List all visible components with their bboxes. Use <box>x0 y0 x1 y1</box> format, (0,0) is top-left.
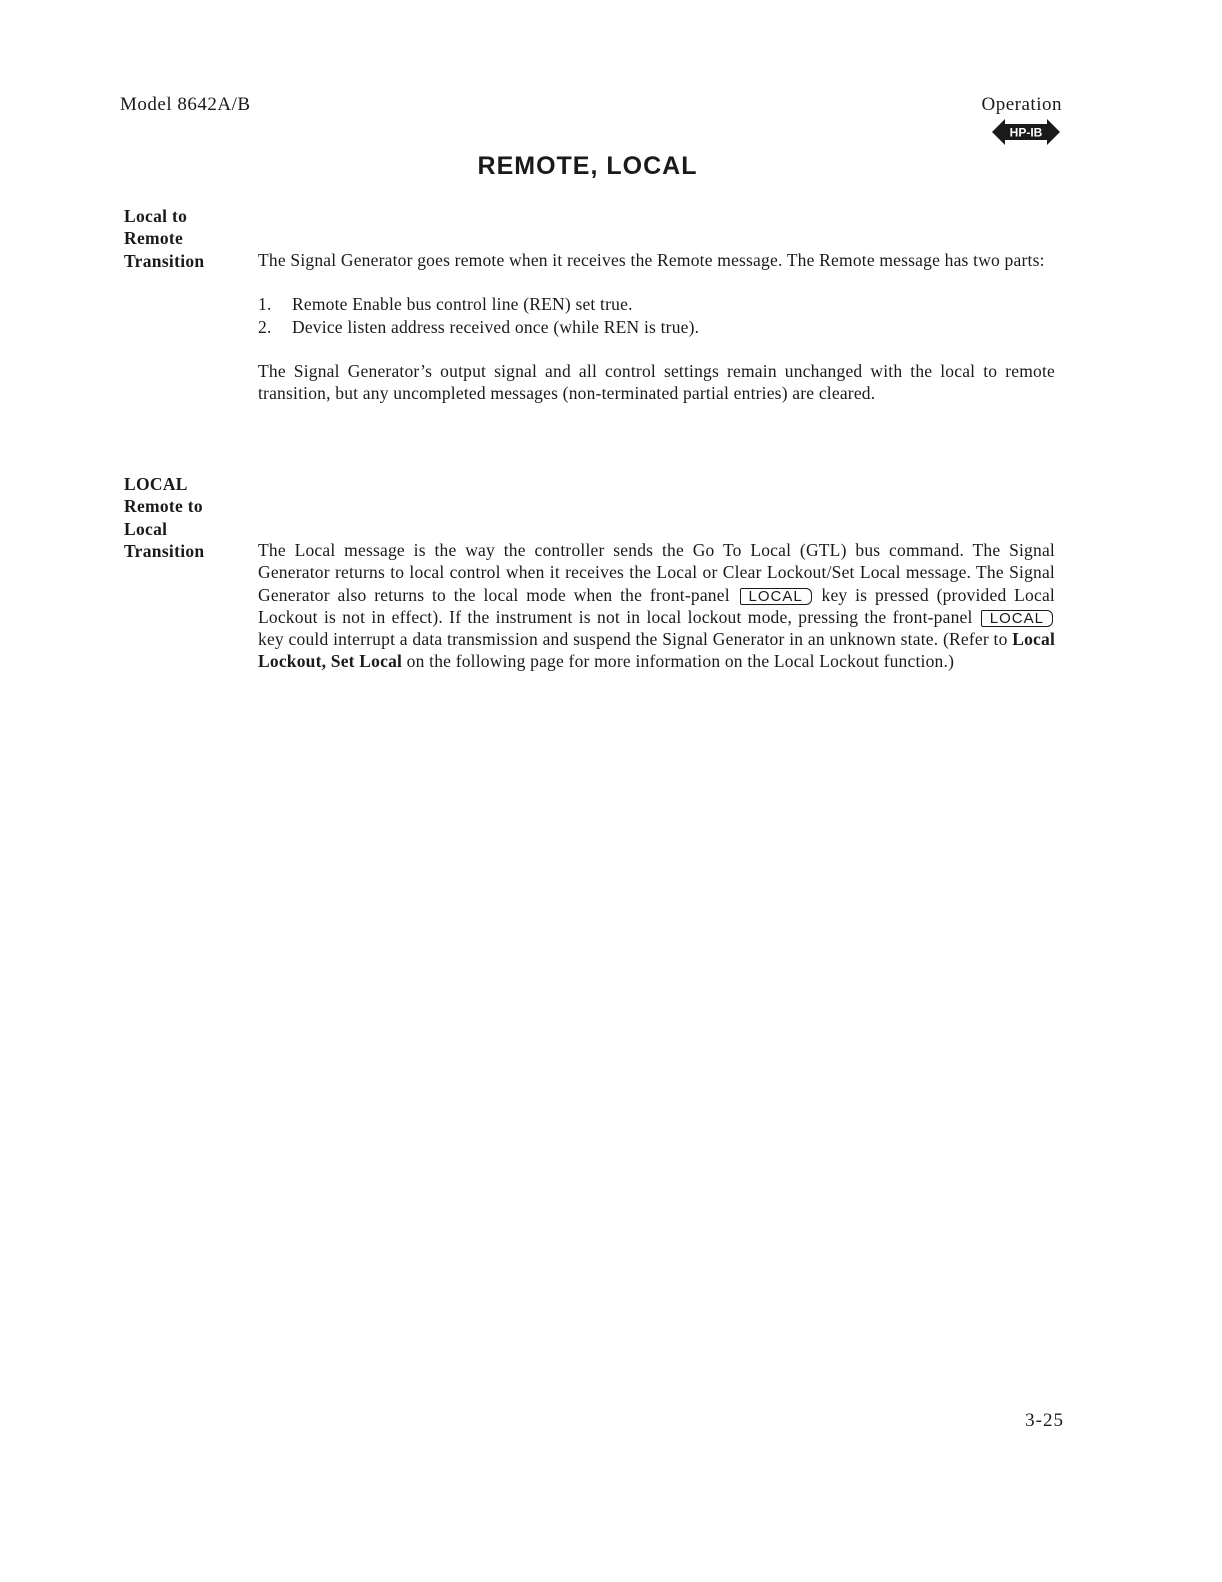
page-number: 3-25 <box>1025 1410 1064 1431</box>
hp-ib-badge-label: HP-IB <box>1009 125 1043 140</box>
intro-paragraph: The Signal Generator goes remote when it receives the Remote message. The Remote message has two parts: <box>258 250 1045 270</box>
side-heading-line: Remote to <box>124 496 203 517</box>
local-message-paragraph: The Local message is the way the controller sends the Go To Local (GTL) bus command. The Signal Generator returns to local control when it receives the Local or Clear Lockout/Set Local message. The Signal Generator also returns to the local mode when the front-panel LOCAL key is pressed (provided Local Lockout is not in effect). If the instrument is not in local lockout mode, pressing the front-panel LOCAL key could interrupt a data transmission and suspend the Signal Generator in an unknown state. (Refer to Local Lockout, Set Local on the following page for more information on the Local Lockout function.) <box>258 540 1056 672</box>
side-heading-local-to-remote <box>124 205 249 272</box>
section-label: Operation <box>981 94 1062 115</box>
page-title: REMOTE, LOCAL <box>477 152 698 180</box>
remote-message-parts-list <box>258 293 1055 338</box>
list-item: 1. Remote Enable bus control line (REN) set true. <box>258 294 633 315</box>
side-heading-line: Transition <box>124 250 205 271</box>
hp-ib-badge-icon <box>992 118 1060 146</box>
local-to-remote-body <box>258 249 1055 404</box>
cross-reference: Local Lockout, Set Local <box>258 629 1056 672</box>
list-item: 2. Device listen address received once (while REN is true). <box>258 316 700 337</box>
local-key: LOCAL <box>981 610 1053 627</box>
side-heading-line: Local <box>124 518 168 539</box>
side-heading-line: Local to <box>124 206 188 226</box>
side-heading-line: LOCAL <box>124 474 188 494</box>
remote-to-local-body <box>258 539 1055 673</box>
local-key: LOCAL <box>740 588 812 605</box>
model-label: Model 8642A/B <box>120 94 251 115</box>
side-heading-line: Remote <box>124 228 184 249</box>
side-heading-remote-to-local <box>124 473 249 562</box>
closing-paragraph: The Signal Generator’s output signal and all control settings remain unchanged with the local to remote transition, but any uncompleted messages (non-terminated partial entries) are cleared. <box>258 360 1055 404</box>
side-heading-line: Transition <box>124 540 205 561</box>
